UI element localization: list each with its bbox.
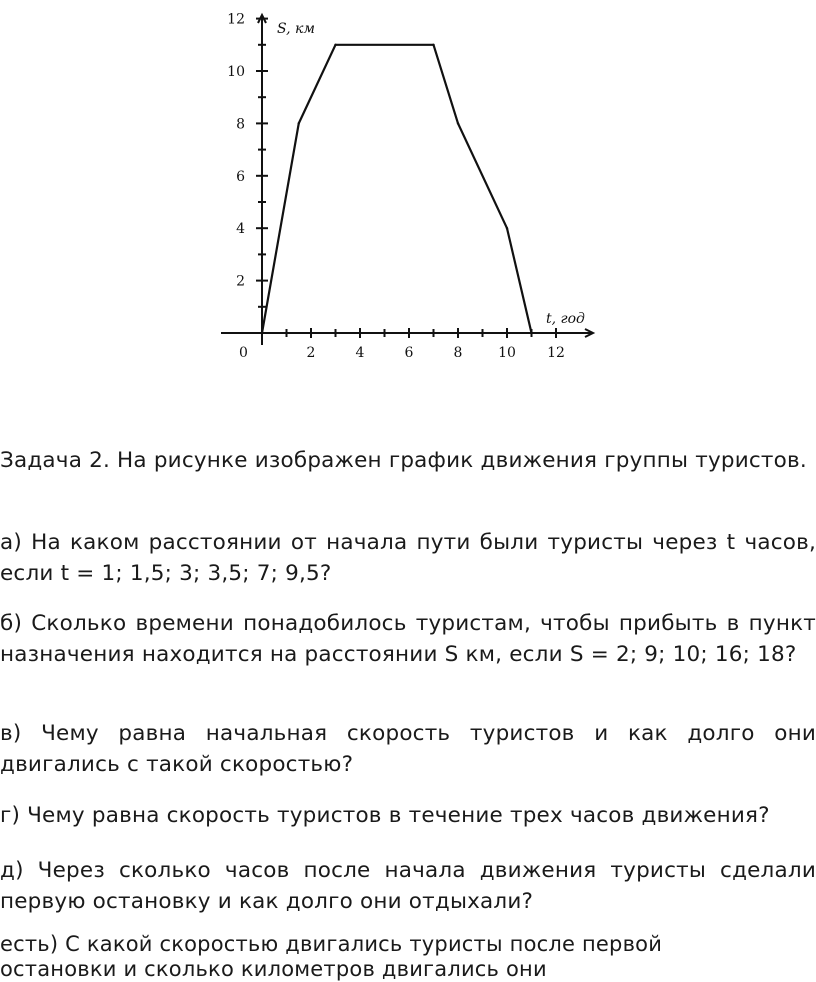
y-tick-label: 2 [236, 273, 245, 290]
data-point [432, 44, 434, 46]
origin-label: 0 [239, 345, 248, 361]
data-point [334, 44, 336, 46]
question-e-block [0, 932, 760, 982]
question-v: в) Чему равна начальная скорость туристов и как долго они двигались с такой скоростью? [0, 721, 816, 777]
question-d-block [0, 855, 816, 917]
question-d: д) Через сколько часов после начала движения туристы сделали первую остановку и как долго они отдыхали? [0, 858, 816, 914]
data-point [457, 122, 459, 124]
question-g-block [0, 800, 816, 831]
x-tick-labels [307, 345, 565, 361]
task-intro-block [0, 445, 816, 476]
y-tick-label: 4 [236, 221, 245, 238]
x-tick-label: 2 [306, 345, 316, 361]
y-tick-label: 12 [227, 11, 245, 28]
data-point [530, 332, 532, 334]
x-tick-label: 4 [355, 345, 365, 361]
question-b-block [0, 608, 816, 670]
tick-marks [256, 19, 556, 338]
y-tick-label: 6 [236, 168, 245, 185]
y-axis-title: S, км [277, 21, 315, 37]
x-tick-label: 10 [498, 345, 516, 361]
x-axis-title: t, год [546, 311, 585, 327]
question-a: а) На каком расстоянии от начала пути были туристы через t часов, если t = 1; 1,5; 3; 3,5; 7; 9,5? [0, 530, 816, 586]
task-intro: Задача 2. На рисунке изображен график движения группы туристов. [0, 448, 807, 473]
x-tick-label: 6 [404, 345, 414, 361]
question-a-block [0, 527, 816, 589]
y-tick-label: 10 [227, 64, 245, 80]
data-point [261, 332, 263, 334]
question-b: б) Сколько времени понадобилось туристам, чтобы прибыть в пункт назначения находится на расстоянии S км, если S = 2; 9; 10; 16; 18? [0, 611, 816, 667]
y-tick-label: 8 [236, 116, 245, 133]
question-e: есть) С какой скоростью двигались туристы после первой остановки и сколько километров двигались они [0, 932, 663, 981]
axes [221, 15, 593, 345]
series-line [262, 45, 532, 333]
x-tick-label: 8 [453, 345, 463, 361]
y-tick-labels [227, 12, 245, 290]
question-v-block [0, 718, 816, 780]
data-point [298, 122, 300, 124]
data-point [506, 227, 508, 229]
x-tick-label: 12 [547, 345, 565, 361]
question-g: г) Чему равна скорость туристов в течение трех часов движения? [0, 803, 770, 828]
distance-time-graph [215, 5, 600, 370]
data-points [261, 44, 533, 335]
